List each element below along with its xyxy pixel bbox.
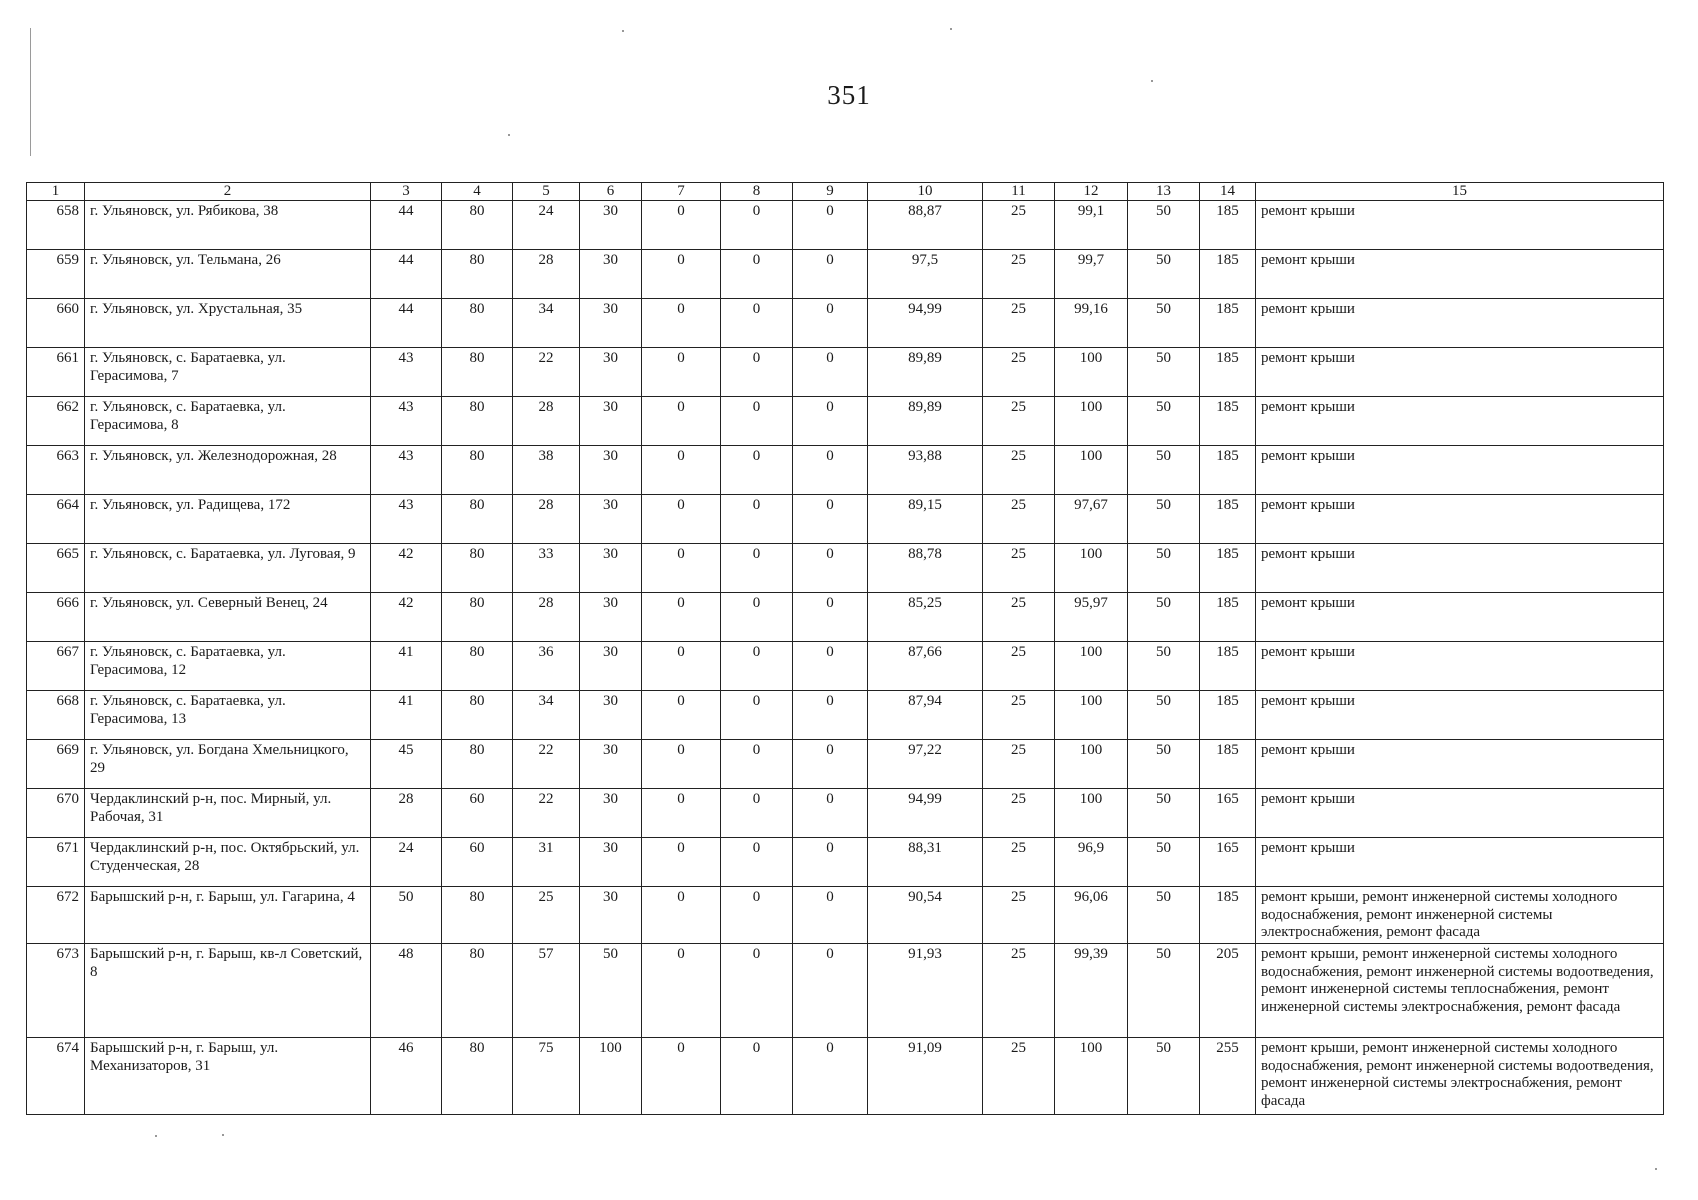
scan-speck <box>1655 1168 1657 1170</box>
cell-col-4: 80 <box>442 887 513 944</box>
table-row <box>27 348 1664 397</box>
column-header-1: 1 <box>27 183 85 201</box>
table-row <box>27 446 1664 495</box>
work-type-cell: ремонт крыши, ремонт инженерной системы холодного водоснабжения, ремонт инженерной системы водоотведения, ремонт инженерной системы электроснабжения, ремонт фасада <box>1256 1038 1664 1115</box>
cell-col-5: 28 <box>513 593 580 642</box>
cell-col-14: 185 <box>1200 397 1256 446</box>
table-row <box>27 691 1664 740</box>
cell-col-3: 24 <box>371 838 442 887</box>
cell-col-3: 43 <box>371 446 442 495</box>
cell-col-4: 80 <box>442 348 513 397</box>
cell-col-10: 85,25 <box>868 593 983 642</box>
cell-col-7: 0 <box>642 887 721 944</box>
cell-col-11: 25 <box>983 250 1055 299</box>
cell-col-6: 30 <box>580 348 642 397</box>
cell-col-4: 80 <box>442 446 513 495</box>
cell-col-7: 0 <box>642 250 721 299</box>
cell-col-7: 0 <box>642 642 721 691</box>
cell-col-7: 0 <box>642 299 721 348</box>
cell-col-6: 100 <box>580 1038 642 1115</box>
cell-col-5: 22 <box>513 789 580 838</box>
cell-col-14: 185 <box>1200 887 1256 944</box>
cell-col-7: 0 <box>642 397 721 446</box>
column-header-5: 5 <box>513 183 580 201</box>
cell-col-6: 30 <box>580 397 642 446</box>
cell-col-10: 88,31 <box>868 838 983 887</box>
cell-col-4: 80 <box>442 1038 513 1115</box>
cell-col-14: 185 <box>1200 201 1256 250</box>
work-type-cell: ремонт крыши <box>1256 740 1664 789</box>
cell-col-3: 50 <box>371 887 442 944</box>
cell-col-10: 91,93 <box>868 944 983 1038</box>
column-header-8: 8 <box>721 183 793 201</box>
cell-col-6: 30 <box>580 740 642 789</box>
row-number-cell: 672 <box>27 887 85 944</box>
cell-col-5: 34 <box>513 691 580 740</box>
cell-col-8: 0 <box>721 299 793 348</box>
cell-col-9: 0 <box>793 642 868 691</box>
cell-col-5: 75 <box>513 1038 580 1115</box>
cell-col-14: 185 <box>1200 740 1256 789</box>
cell-col-9: 0 <box>793 446 868 495</box>
cell-col-3: 44 <box>371 299 442 348</box>
cell-col-7: 0 <box>642 593 721 642</box>
cell-col-14: 165 <box>1200 838 1256 887</box>
cell-col-3: 43 <box>371 397 442 446</box>
row-number-cell: 661 <box>27 348 85 397</box>
cell-col-13: 50 <box>1128 838 1200 887</box>
row-number-cell: 660 <box>27 299 85 348</box>
cell-col-9: 0 <box>793 544 868 593</box>
cell-col-8: 0 <box>721 887 793 944</box>
address-cell: г. Ульяновск, ул. Железнодорожная, 28 <box>85 446 371 495</box>
address-cell: г. Ульяновск, с. Баратаевка, ул. Луговая, 9 <box>85 544 371 593</box>
cell-col-13: 50 <box>1128 593 1200 642</box>
cell-col-3: 43 <box>371 495 442 544</box>
cell-col-11: 25 <box>983 789 1055 838</box>
scan-speck <box>155 1135 157 1137</box>
cell-col-8: 0 <box>721 397 793 446</box>
cell-col-7: 0 <box>642 944 721 1038</box>
column-header-2: 2 <box>85 183 371 201</box>
work-type-cell: ремонт крыши <box>1256 691 1664 740</box>
cell-col-4: 80 <box>442 250 513 299</box>
cell-col-14: 165 <box>1200 789 1256 838</box>
cell-col-14: 185 <box>1200 348 1256 397</box>
cell-col-4: 80 <box>442 397 513 446</box>
cell-col-14: 255 <box>1200 1038 1256 1115</box>
cell-col-7: 0 <box>642 495 721 544</box>
cell-col-14: 205 <box>1200 944 1256 1038</box>
cell-col-6: 50 <box>580 944 642 1038</box>
cell-col-4: 80 <box>442 642 513 691</box>
registry-table <box>26 182 1664 1115</box>
table-row <box>27 1038 1664 1115</box>
cell-col-10: 87,94 <box>868 691 983 740</box>
cell-col-7: 0 <box>642 838 721 887</box>
cell-col-7: 0 <box>642 446 721 495</box>
cell-col-6: 30 <box>580 250 642 299</box>
cell-col-13: 50 <box>1128 250 1200 299</box>
address-cell: г. Ульяновск, с. Баратаевка, ул. Герасимова, 8 <box>85 397 371 446</box>
cell-col-10: 94,99 <box>868 299 983 348</box>
cell-col-3: 46 <box>371 1038 442 1115</box>
cell-col-8: 0 <box>721 250 793 299</box>
cell-col-11: 25 <box>983 544 1055 593</box>
cell-col-5: 25 <box>513 887 580 944</box>
scan-speck <box>950 28 952 30</box>
cell-col-13: 50 <box>1128 348 1200 397</box>
column-header-10: 10 <box>868 183 983 201</box>
cell-col-9: 0 <box>793 740 868 789</box>
row-number-cell: 670 <box>27 789 85 838</box>
cell-col-8: 0 <box>721 838 793 887</box>
cell-col-8: 0 <box>721 691 793 740</box>
cell-col-3: 44 <box>371 250 442 299</box>
cell-col-11: 25 <box>983 740 1055 789</box>
cell-col-11: 25 <box>983 446 1055 495</box>
cell-col-10: 89,15 <box>868 495 983 544</box>
cell-col-9: 0 <box>793 201 868 250</box>
row-number-cell: 671 <box>27 838 85 887</box>
table-row <box>27 593 1664 642</box>
column-header-15: 15 <box>1256 183 1664 201</box>
address-cell: г. Ульяновск, ул. Богдана Хмельницкого, 29 <box>85 740 371 789</box>
column-header-13: 13 <box>1128 183 1200 201</box>
cell-col-14: 185 <box>1200 446 1256 495</box>
cell-col-9: 0 <box>793 887 868 944</box>
column-header-7: 7 <box>642 183 721 201</box>
cell-col-4: 80 <box>442 495 513 544</box>
cell-col-10: 91,09 <box>868 1038 983 1115</box>
table-row <box>27 544 1664 593</box>
cell-col-12: 100 <box>1055 740 1128 789</box>
cell-col-11: 25 <box>983 887 1055 944</box>
cell-col-10: 89,89 <box>868 348 983 397</box>
cell-col-9: 0 <box>793 250 868 299</box>
page-number: 351 <box>827 80 871 110</box>
cell-col-8: 0 <box>721 495 793 544</box>
cell-col-8: 0 <box>721 1038 793 1115</box>
row-number-cell: 663 <box>27 446 85 495</box>
cell-col-12: 99,1 <box>1055 201 1128 250</box>
cell-col-8: 0 <box>721 642 793 691</box>
address-cell: Барышский р-н, г. Барыш, кв-л Советский, 8 <box>85 944 371 1038</box>
cell-col-4: 80 <box>442 544 513 593</box>
cell-col-11: 25 <box>983 495 1055 544</box>
row-number-cell: 662 <box>27 397 85 446</box>
cell-col-9: 0 <box>793 397 868 446</box>
cell-col-12: 100 <box>1055 789 1128 838</box>
cell-col-10: 93,88 <box>868 446 983 495</box>
cell-col-6: 30 <box>580 789 642 838</box>
cell-col-9: 0 <box>793 838 868 887</box>
cell-col-3: 48 <box>371 944 442 1038</box>
row-number-cell: 669 <box>27 740 85 789</box>
cell-col-8: 0 <box>721 740 793 789</box>
cell-col-3: 42 <box>371 593 442 642</box>
row-number-cell: 659 <box>27 250 85 299</box>
cell-col-4: 80 <box>442 299 513 348</box>
cell-col-13: 50 <box>1128 1038 1200 1115</box>
cell-col-3: 41 <box>371 642 442 691</box>
cell-col-4: 80 <box>442 740 513 789</box>
cell-col-8: 0 <box>721 348 793 397</box>
cell-col-6: 30 <box>580 544 642 593</box>
cell-col-7: 0 <box>642 740 721 789</box>
column-header-11: 11 <box>983 183 1055 201</box>
address-cell: г. Ульяновск, с. Баратаевка, ул. Герасимова, 13 <box>85 691 371 740</box>
cell-col-12: 100 <box>1055 397 1128 446</box>
table-row <box>27 838 1664 887</box>
row-number-cell: 664 <box>27 495 85 544</box>
cell-col-12: 96,06 <box>1055 887 1128 944</box>
cell-col-11: 25 <box>983 944 1055 1038</box>
cell-col-5: 36 <box>513 642 580 691</box>
work-type-cell: ремонт крыши <box>1256 446 1664 495</box>
cell-col-4: 60 <box>442 789 513 838</box>
cell-col-5: 28 <box>513 397 580 446</box>
work-type-cell: ремонт крыши <box>1256 642 1664 691</box>
cell-col-9: 0 <box>793 495 868 544</box>
cell-col-13: 50 <box>1128 446 1200 495</box>
cell-col-8: 0 <box>721 944 793 1038</box>
cell-col-13: 50 <box>1128 642 1200 691</box>
cell-col-7: 0 <box>642 1038 721 1115</box>
cell-col-10: 87,66 <box>868 642 983 691</box>
row-number-cell: 666 <box>27 593 85 642</box>
scan-speck <box>622 30 624 32</box>
cell-col-12: 100 <box>1055 348 1128 397</box>
cell-col-14: 185 <box>1200 691 1256 740</box>
cell-col-12: 97,67 <box>1055 495 1128 544</box>
cell-col-12: 99,7 <box>1055 250 1128 299</box>
work-type-cell: ремонт крыши <box>1256 495 1664 544</box>
cell-col-9: 0 <box>793 1038 868 1115</box>
address-cell: г. Ульяновск, ул. Тельмана, 26 <box>85 250 371 299</box>
table-row <box>27 299 1664 348</box>
cell-col-13: 50 <box>1128 299 1200 348</box>
cell-col-3: 41 <box>371 691 442 740</box>
cell-col-12: 100 <box>1055 1038 1128 1115</box>
cell-col-11: 25 <box>983 642 1055 691</box>
cell-col-11: 25 <box>983 397 1055 446</box>
cell-col-12: 99,39 <box>1055 944 1128 1038</box>
cell-col-3: 28 <box>371 789 442 838</box>
cell-col-14: 185 <box>1200 495 1256 544</box>
cell-col-6: 30 <box>580 593 642 642</box>
cell-col-13: 50 <box>1128 495 1200 544</box>
cell-col-12: 96,9 <box>1055 838 1128 887</box>
cell-col-13: 50 <box>1128 691 1200 740</box>
address-cell: Чердаклинский р-н, пос. Мирный, ул. Рабочая, 31 <box>85 789 371 838</box>
scan-speck <box>222 1134 224 1136</box>
cell-col-13: 50 <box>1128 887 1200 944</box>
table-row <box>27 944 1664 1038</box>
cell-col-9: 0 <box>793 789 868 838</box>
cell-col-10: 97,5 <box>868 250 983 299</box>
cell-col-5: 38 <box>513 446 580 495</box>
cell-col-13: 50 <box>1128 544 1200 593</box>
cell-col-4: 80 <box>442 201 513 250</box>
cell-col-5: 31 <box>513 838 580 887</box>
cell-col-10: 88,87 <box>868 201 983 250</box>
cell-col-12: 100 <box>1055 544 1128 593</box>
cell-col-8: 0 <box>721 789 793 838</box>
cell-col-5: 28 <box>513 250 580 299</box>
cell-col-4: 80 <box>442 691 513 740</box>
cell-col-7: 0 <box>642 201 721 250</box>
work-type-cell: ремонт крыши, ремонт инженерной системы холодного водоснабжения, ремонт инженерной системы водоотведения, ремонт инженерной системы теплоснабжения, ремонт инженерной системы электроснабжения, ремонт фасада <box>1256 944 1664 1038</box>
cell-col-5: 22 <box>513 348 580 397</box>
cell-col-7: 0 <box>642 348 721 397</box>
cell-col-8: 0 <box>721 593 793 642</box>
cell-col-9: 0 <box>793 299 868 348</box>
column-header-4: 4 <box>442 183 513 201</box>
cell-col-9: 0 <box>793 944 868 1038</box>
cell-col-10: 88,78 <box>868 544 983 593</box>
cell-col-14: 185 <box>1200 250 1256 299</box>
cell-col-13: 50 <box>1128 789 1200 838</box>
cell-col-12: 100 <box>1055 446 1128 495</box>
cell-col-3: 43 <box>371 348 442 397</box>
cell-col-9: 0 <box>793 348 868 397</box>
table-row <box>27 887 1664 944</box>
cell-col-4: 60 <box>442 838 513 887</box>
cell-col-11: 25 <box>983 201 1055 250</box>
column-number-row <box>27 183 1664 201</box>
address-cell: г. Ульяновск, ул. Северный Венец, 24 <box>85 593 371 642</box>
work-type-cell: ремонт крыши <box>1256 299 1664 348</box>
cell-col-9: 0 <box>793 691 868 740</box>
work-type-cell: ремонт крыши <box>1256 593 1664 642</box>
work-type-cell: ремонт крыши <box>1256 348 1664 397</box>
cell-col-5: 22 <box>513 740 580 789</box>
table-row <box>27 740 1664 789</box>
cell-col-12: 99,16 <box>1055 299 1128 348</box>
cell-col-6: 30 <box>580 495 642 544</box>
work-type-cell: ремонт крыши <box>1256 544 1664 593</box>
work-type-cell: ремонт крыши <box>1256 838 1664 887</box>
cell-col-7: 0 <box>642 789 721 838</box>
cell-col-5: 57 <box>513 944 580 1038</box>
cell-col-6: 30 <box>580 299 642 348</box>
address-cell: г. Ульяновск, ул. Рябикова, 38 <box>85 201 371 250</box>
cell-col-5: 34 <box>513 299 580 348</box>
cell-col-13: 50 <box>1128 944 1200 1038</box>
address-cell: г. Ульяновск, ул. Хрустальная, 35 <box>85 299 371 348</box>
table-row <box>27 789 1664 838</box>
cell-col-10: 89,89 <box>868 397 983 446</box>
cell-col-6: 30 <box>580 642 642 691</box>
cell-col-7: 0 <box>642 544 721 593</box>
cell-col-12: 95,97 <box>1055 593 1128 642</box>
column-header-6: 6 <box>580 183 642 201</box>
table-header <box>27 183 1664 201</box>
cell-col-10: 90,54 <box>868 887 983 944</box>
table-row <box>27 250 1664 299</box>
cell-col-13: 50 <box>1128 397 1200 446</box>
cell-col-8: 0 <box>721 201 793 250</box>
cell-col-11: 25 <box>983 1038 1055 1115</box>
cell-col-10: 94,99 <box>868 789 983 838</box>
cell-col-8: 0 <box>721 544 793 593</box>
cell-col-6: 30 <box>580 446 642 495</box>
work-type-cell: ремонт крыши <box>1256 201 1664 250</box>
cell-col-14: 185 <box>1200 544 1256 593</box>
work-type-cell: ремонт крыши <box>1256 789 1664 838</box>
cell-col-9: 0 <box>793 593 868 642</box>
cell-col-6: 30 <box>580 838 642 887</box>
cell-col-11: 25 <box>983 838 1055 887</box>
address-cell: Чердаклинский р-н, пос. Октябрьский, ул. Студенческая, 28 <box>85 838 371 887</box>
work-type-cell: ремонт крыши, ремонт инженерной системы холодного водоснабжения, ремонт инженерной системы электроснабжения, ремонт фасада <box>1256 887 1664 944</box>
row-number-cell: 668 <box>27 691 85 740</box>
row-number-cell: 674 <box>27 1038 85 1115</box>
cell-col-6: 30 <box>580 201 642 250</box>
row-number-cell: 665 <box>27 544 85 593</box>
address-cell: Барышский р-н, г. Барыш, ул. Механизаторов, 31 <box>85 1038 371 1115</box>
cell-col-3: 42 <box>371 544 442 593</box>
cell-col-13: 50 <box>1128 201 1200 250</box>
cell-col-3: 44 <box>371 201 442 250</box>
cell-col-14: 185 <box>1200 299 1256 348</box>
cell-col-14: 185 <box>1200 593 1256 642</box>
address-cell: г. Ульяновск, с. Баратаевка, ул. Герасимова, 12 <box>85 642 371 691</box>
work-type-cell: ремонт крыши <box>1256 397 1664 446</box>
address-cell: г. Ульяновск, ул. Радищева, 172 <box>85 495 371 544</box>
cell-col-11: 25 <box>983 691 1055 740</box>
cell-col-4: 80 <box>442 944 513 1038</box>
table-row <box>27 642 1664 691</box>
table-row <box>27 495 1664 544</box>
address-cell: Барышский р-н, г. Барыш, ул. Гагарина, 4 <box>85 887 371 944</box>
cell-col-11: 25 <box>983 348 1055 397</box>
scan-speck <box>1151 80 1153 82</box>
column-header-12: 12 <box>1055 183 1128 201</box>
column-header-3: 3 <box>371 183 442 201</box>
column-header-14: 14 <box>1200 183 1256 201</box>
cell-col-4: 80 <box>442 593 513 642</box>
table-body <box>27 201 1664 1115</box>
work-type-cell: ремонт крыши <box>1256 250 1664 299</box>
cell-col-12: 100 <box>1055 691 1128 740</box>
cell-col-6: 30 <box>580 887 642 944</box>
cell-col-5: 28 <box>513 495 580 544</box>
cell-col-5: 33 <box>513 544 580 593</box>
row-number-cell: 673 <box>27 944 85 1038</box>
cell-col-3: 45 <box>371 740 442 789</box>
cell-col-12: 100 <box>1055 642 1128 691</box>
address-cell: г. Ульяновск, с. Баратаевка, ул. Герасимова, 7 <box>85 348 371 397</box>
cell-col-11: 25 <box>983 593 1055 642</box>
cell-col-10: 97,22 <box>868 740 983 789</box>
table-row <box>27 397 1664 446</box>
cell-col-14: 185 <box>1200 642 1256 691</box>
row-number-cell: 667 <box>27 642 85 691</box>
cell-col-8: 0 <box>721 446 793 495</box>
cell-col-7: 0 <box>642 691 721 740</box>
cell-col-13: 50 <box>1128 740 1200 789</box>
cell-col-11: 25 <box>983 299 1055 348</box>
cell-col-5: 24 <box>513 201 580 250</box>
cell-col-6: 30 <box>580 691 642 740</box>
column-header-9: 9 <box>793 183 868 201</box>
scan-speck <box>508 134 510 136</box>
table-row <box>27 201 1664 250</box>
row-number-cell: 658 <box>27 201 85 250</box>
